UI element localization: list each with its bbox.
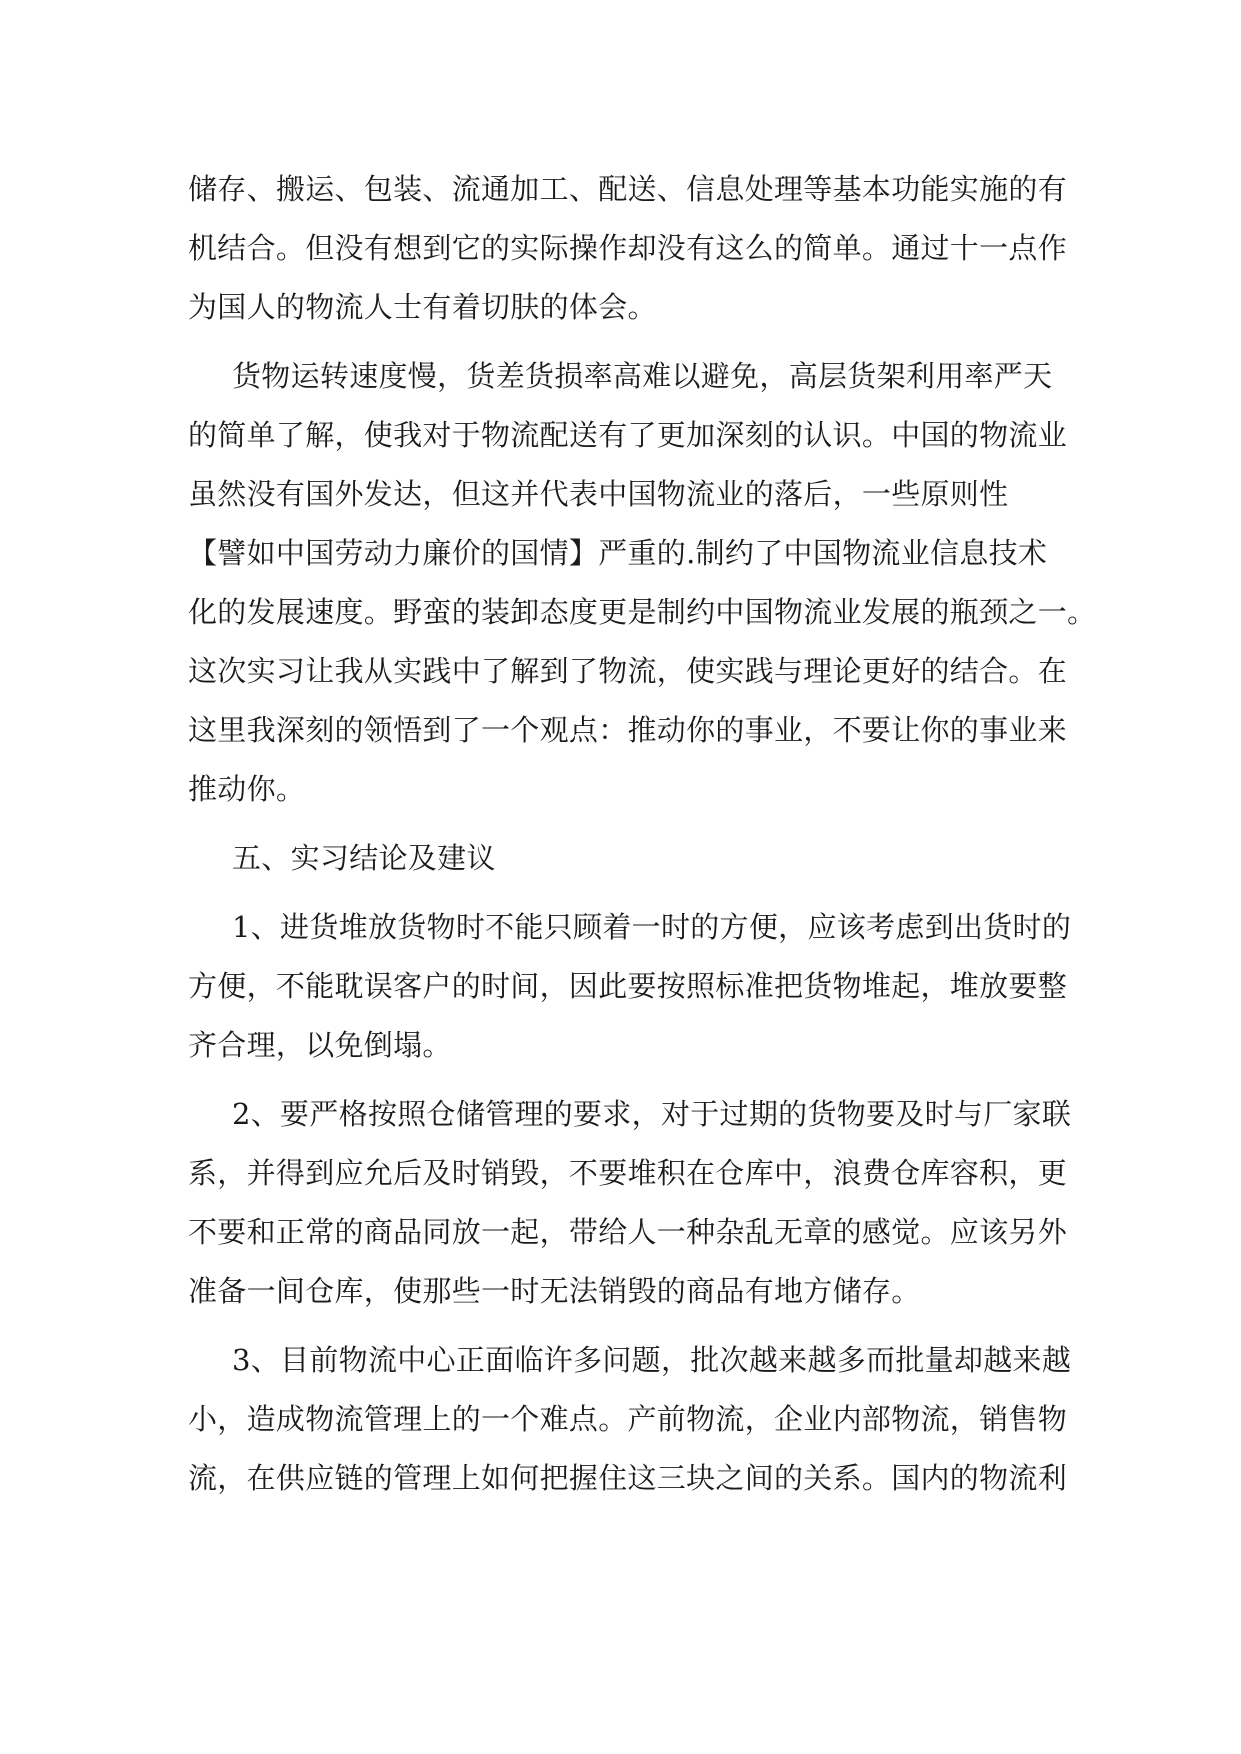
text-line-15: 齐合理，以免倒塌。 bbox=[188, 1028, 452, 1062]
section-heading: 五、实习结论及建议 bbox=[232, 841, 496, 875]
text-line-22: 流，在供应链的管理上如何把握住这三块之间的关系。国内的物流利 bbox=[188, 1461, 1068, 1495]
text-line-8: 化的发展速度。野蛮的装卸态度更是制约中国物流业发展的瓶颈之一。 bbox=[188, 595, 1097, 629]
text-line-3: 为国人的物流人士有着切肤的体会。 bbox=[188, 290, 657, 324]
text-line-20: 3、目前物流中心正面临许多问题，批次越来越多而批量却越来越 bbox=[232, 1343, 1072, 1377]
text-line-21: 小，造成物流管理上的一个难点。产前物流，企业内部物流，销售物 bbox=[188, 1402, 1068, 1436]
text-line-4: 货物运转速度慢，货差货损率高难以避免，高层货架利用率严天 bbox=[232, 359, 1053, 393]
text-line-16: 2、要严格按照仓储管理的要求，对于过期的货物要及时与厂家联 bbox=[232, 1097, 1072, 1131]
text-line-13: 1、进货堆放货物时不能只顾着一时的方便，应该考虑到出货时的 bbox=[232, 910, 1072, 944]
text-line-19: 准备一间仓库，使那些一时无法销毁的商品有地方储存。 bbox=[188, 1274, 921, 1308]
text-line-2: 机结合。但没有想到它的实际操作却没有这么的简单。通过十一点作 bbox=[188, 231, 1068, 265]
text-line-10: 这里我深刻的领悟到了一个观点：推动你的事业，不要让你的事业来 bbox=[188, 713, 1068, 747]
text-line-9: 这次实习让我从实践中了解到了物流，使实践与理论更好的结合。在 bbox=[188, 654, 1068, 688]
text-line-5: 的简单了解，使我对于物流配送有了更加深刻的认识。中国的物流业 bbox=[188, 418, 1068, 452]
text-line-11: 推动你。 bbox=[188, 772, 306, 806]
text-line-18: 不要和正常的商品同放一起，带给人一种杂乱无章的感觉。应该另外 bbox=[188, 1215, 1068, 1249]
text-line-6: 虽然没有国外发达，但这并代表中国物流业的落后，一些原则性 bbox=[188, 477, 1009, 511]
text-line-17: 系，并得到应允后及时销毁，不要堆积在仓库中，浪费仓库容积，更 bbox=[188, 1156, 1068, 1190]
text-line-14: 方便，不能耽误客户的时间，因此要按照标准把货物堆起，堆放要整 bbox=[188, 969, 1068, 1003]
text-line-7: 【譬如中国劳动力廉价的国情】严重的.制约了中国物流业信息技术 bbox=[188, 536, 1048, 570]
text-line-1: 储存、搬运、包装、流通加工、配送、信息处理等基本功能实施的有 bbox=[188, 172, 1068, 206]
